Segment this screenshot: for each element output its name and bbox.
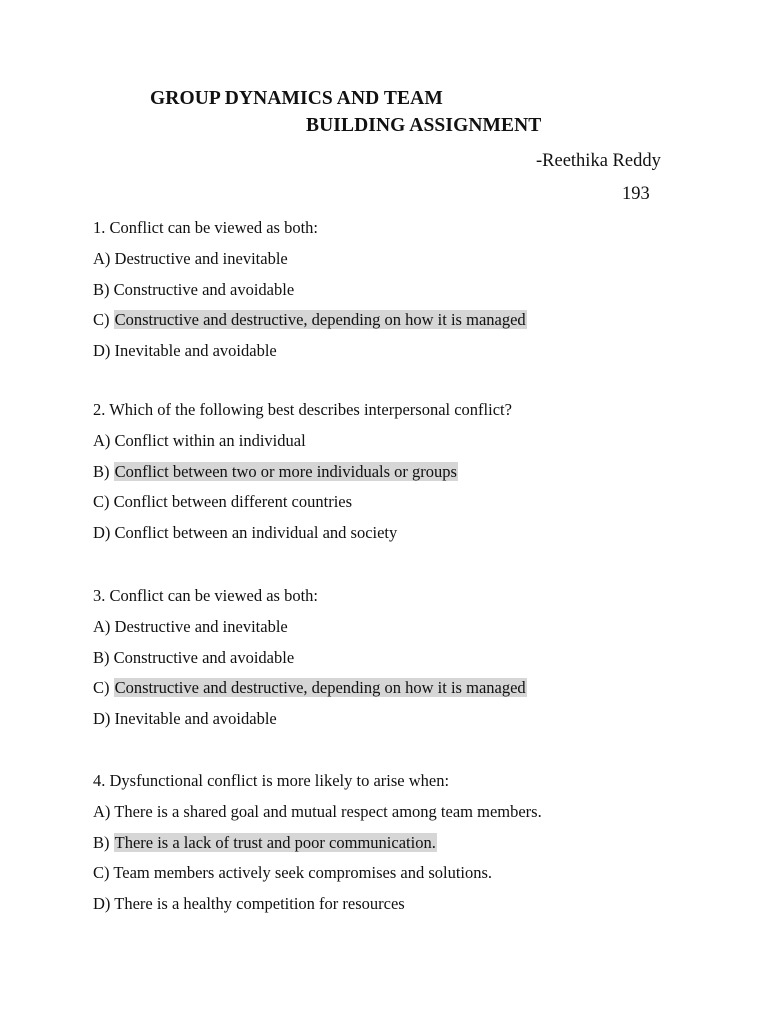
option-text: Team members actively seek compromises and solutions. (113, 863, 493, 883)
option-text: Conflict within an individual (114, 430, 306, 450)
question-1 (93, 218, 753, 372)
option-b (93, 833, 753, 853)
option-prefix: A) (93, 801, 115, 821)
option-prefix: A) (93, 248, 115, 268)
option-b (93, 280, 753, 300)
question-2 (93, 400, 753, 554)
question-4 (93, 771, 753, 925)
option-a (93, 249, 753, 269)
option-text: Inevitable and avoidable (114, 341, 277, 361)
option-prefix: C) (93, 863, 114, 883)
highlighted-answer: There is a lack of trust and poor communication. (114, 832, 436, 852)
option-text: Conflict between different countries (113, 492, 353, 512)
document-title-line-1: GROUP DYNAMICS AND TEAM (150, 88, 443, 109)
option-c (93, 678, 753, 698)
roll-number: 193 (622, 184, 650, 204)
author-name: -Reethika Reddy (536, 151, 661, 171)
option-b (93, 648, 753, 668)
question-text: 2. Which of the following best describes interpersonal conflict? (93, 400, 512, 419)
option-prefix: C) (93, 678, 114, 698)
option-d (93, 709, 753, 729)
option-d (93, 894, 753, 914)
option-a (93, 617, 753, 637)
highlighted-answer: Conflict between two or more individuals or groups (114, 461, 457, 481)
option-text: Conflict between an individual and society (114, 523, 398, 543)
highlighted-answer: Constructive and destructive, depending on how it is managed (114, 678, 526, 698)
option-text: Inevitable and avoidable (114, 709, 277, 729)
option-text: Constructive and avoidable (113, 279, 295, 299)
option-prefix: A) (93, 616, 115, 636)
option-c (93, 863, 753, 883)
option-text: Destructive and inevitable (114, 248, 288, 268)
question-3 (93, 586, 753, 740)
option-a (93, 802, 753, 822)
option-prefix: A) (93, 430, 115, 450)
question-text: 1. Conflict can be viewed as both: (93, 218, 318, 237)
option-prefix: D) (93, 894, 115, 914)
option-text: There is a shared goal and mutual respect among team members. (114, 801, 542, 821)
option-d (93, 341, 753, 361)
option-prefix: B) (93, 279, 114, 299)
question-text: 3. Conflict can be viewed as both: (93, 586, 318, 605)
option-b (93, 462, 753, 482)
option-d (93, 523, 753, 543)
option-c (93, 492, 753, 512)
document-title-line-2: BUILDING ASSIGNMENT (306, 115, 542, 136)
option-text: Destructive and inevitable (114, 616, 288, 636)
option-prefix: B) (93, 647, 114, 667)
option-a (93, 431, 753, 451)
option-prefix: B) (93, 461, 114, 481)
option-text: There is a healthy competition for resources (114, 894, 405, 914)
option-prefix: D) (93, 709, 115, 729)
option-prefix: D) (93, 341, 115, 361)
option-c (93, 310, 753, 330)
option-prefix: B) (93, 832, 114, 852)
question-text: 4. Dysfunctional conflict is more likely to arise when: (93, 771, 450, 790)
option-prefix: C) (93, 310, 114, 330)
option-prefix: C) (93, 492, 114, 512)
option-prefix: D) (93, 523, 115, 543)
option-text: Constructive and avoidable (113, 647, 295, 667)
highlighted-answer: Constructive and destructive, depending on how it is managed (114, 310, 526, 330)
